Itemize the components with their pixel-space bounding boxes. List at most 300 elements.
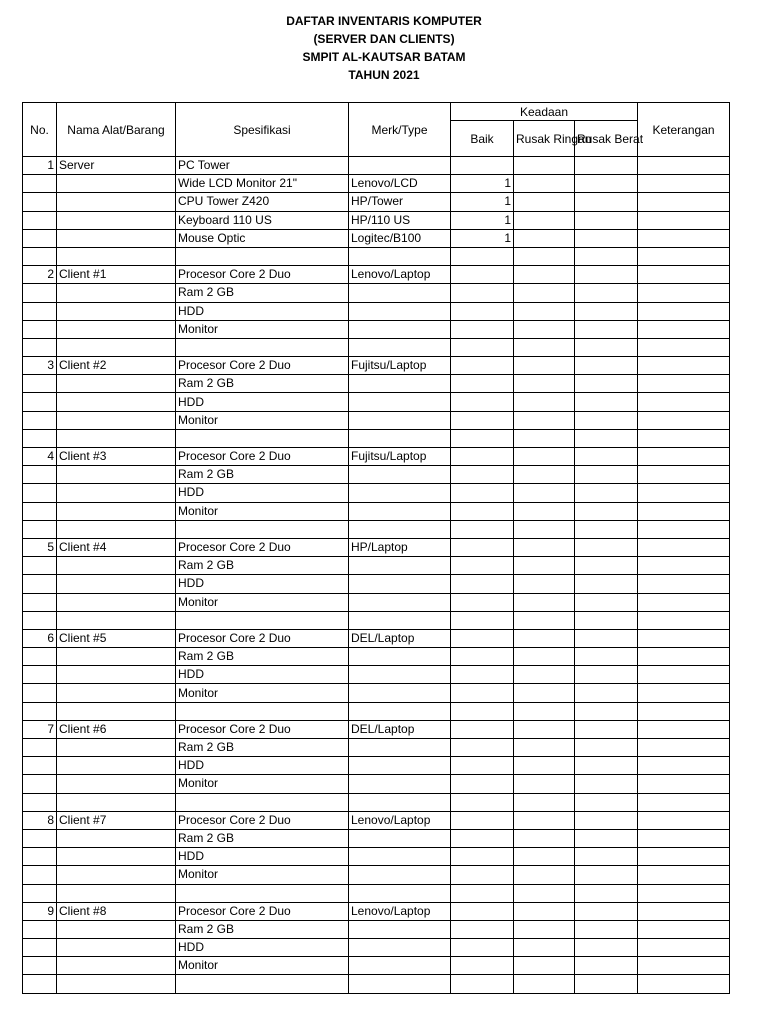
cell-no: 8: [23, 811, 57, 829]
cell-baik: [451, 538, 514, 556]
cell-merk: [349, 920, 451, 938]
cell-no: [23, 411, 57, 429]
cell-rusak-ringan: [514, 575, 575, 593]
cell-keterangan: [638, 720, 730, 738]
table-row: [23, 375, 730, 393]
cell-rusak-berat: [575, 484, 638, 502]
cell-baik: [451, 666, 514, 684]
cell-no: [23, 320, 57, 338]
cell-keterangan: [638, 829, 730, 847]
table-row: [23, 920, 730, 938]
table-row: [23, 302, 730, 320]
cell-merk: [349, 611, 451, 629]
cell-merk: [349, 157, 451, 175]
cell-rusak-berat: [575, 557, 638, 575]
cell-keterangan: [638, 811, 730, 829]
cell-baik: [451, 338, 514, 356]
table-row: [23, 793, 730, 811]
cell-baik: 1: [451, 229, 514, 247]
cell-rusak-ringan: [514, 393, 575, 411]
cell-keterangan: [638, 848, 730, 866]
cell-no: 7: [23, 720, 57, 738]
cell-baik: [451, 448, 514, 466]
cell-nama: Client #8: [57, 902, 176, 920]
cell-merk: [349, 320, 451, 338]
header-baik: Baik: [451, 121, 514, 157]
cell-baik: [451, 629, 514, 647]
cell-merk: HP/110 US: [349, 211, 451, 229]
cell-no: 3: [23, 357, 57, 375]
cell-merk: [349, 702, 451, 720]
cell-spesifikasi: Monitor: [176, 502, 349, 520]
cell-rusak-ringan: [514, 448, 575, 466]
cell-keterangan: [638, 884, 730, 902]
cell-no: [23, 684, 57, 702]
cell-rusak-berat: [575, 320, 638, 338]
cell-rusak-berat: [575, 866, 638, 884]
cell-nama: [57, 375, 176, 393]
cell-rusak-berat: [575, 157, 638, 175]
cell-merk: [349, 775, 451, 793]
cell-baik: [451, 557, 514, 575]
cell-spesifikasi: Ram 2 GB: [176, 557, 349, 575]
cell-keterangan: [638, 520, 730, 538]
cell-rusak-ringan: [514, 557, 575, 575]
inventory-table: [22, 102, 730, 994]
cell-spesifikasi: Procesor Core 2 Duo: [176, 629, 349, 647]
cell-spesifikasi: [176, 884, 349, 902]
cell-nama: [57, 593, 176, 611]
cell-nama: Client #5: [57, 629, 176, 647]
cell-no: [23, 520, 57, 538]
cell-rusak-berat: [575, 429, 638, 447]
cell-merk: Lenovo/Laptop: [349, 266, 451, 284]
cell-rusak-ringan: [514, 775, 575, 793]
table-row: [23, 648, 730, 666]
table-row: [23, 229, 730, 247]
cell-spesifikasi: HDD: [176, 484, 349, 502]
cell-rusak-berat: [575, 575, 638, 593]
cell-nama: [57, 611, 176, 629]
cell-merk: [349, 593, 451, 611]
cell-keterangan: [638, 284, 730, 302]
cell-baik: [451, 920, 514, 938]
cell-rusak-berat: [575, 702, 638, 720]
cell-keterangan: [638, 939, 730, 957]
cell-rusak-ringan: [514, 593, 575, 611]
cell-no: [23, 920, 57, 938]
table-row: [23, 411, 730, 429]
cell-merk: [349, 520, 451, 538]
cell-baik: [451, 429, 514, 447]
header-rusak-berat: Rusak Berat: [575, 121, 638, 157]
cell-rusak-ringan: [514, 520, 575, 538]
cell-rusak-ringan: [514, 484, 575, 502]
cell-spesifikasi: [176, 702, 349, 720]
inventory-rows: [23, 157, 730, 994]
cell-merk: [349, 666, 451, 684]
cell-spesifikasi: [176, 793, 349, 811]
cell-spesifikasi: Procesor Core 2 Duo: [176, 538, 349, 556]
cell-merk: Lenovo/Laptop: [349, 902, 451, 920]
cell-merk: [349, 757, 451, 775]
cell-baik: [451, 739, 514, 757]
table-row: [23, 775, 730, 793]
cell-rusak-berat: [575, 266, 638, 284]
cell-nama: [57, 284, 176, 302]
cell-spesifikasi: Monitor: [176, 957, 349, 975]
table-row: [23, 357, 730, 375]
cell-baik: [451, 648, 514, 666]
cell-merk: HP/Laptop: [349, 538, 451, 556]
table-row: [23, 702, 730, 720]
cell-rusak-berat: [575, 902, 638, 920]
cell-merk: DEL/Laptop: [349, 629, 451, 647]
cell-nama: Client #6: [57, 720, 176, 738]
cell-baik: [451, 757, 514, 775]
table-row: [23, 429, 730, 447]
cell-keterangan: [638, 575, 730, 593]
table-row: [23, 829, 730, 847]
cell-no: [23, 975, 57, 993]
cell-nama: Client #3: [57, 448, 176, 466]
cell-no: [23, 393, 57, 411]
cell-no: [23, 739, 57, 757]
cell-spesifikasi: HDD: [176, 848, 349, 866]
cell-rusak-ringan: [514, 866, 575, 884]
cell-merk: [349, 866, 451, 884]
cell-rusak-berat: [575, 920, 638, 938]
table-row: [23, 975, 730, 993]
cell-spesifikasi: Monitor: [176, 775, 349, 793]
cell-rusak-berat: [575, 193, 638, 211]
cell-no: [23, 302, 57, 320]
cell-keterangan: [638, 902, 730, 920]
cell-merk: Lenovo/LCD: [349, 175, 451, 193]
table-row: [23, 266, 730, 284]
cell-nama: [57, 775, 176, 793]
cell-no: [23, 775, 57, 793]
cell-rusak-berat: [575, 284, 638, 302]
cell-merk: HP/Tower: [349, 193, 451, 211]
cell-rusak-ringan: [514, 793, 575, 811]
table-row: [23, 538, 730, 556]
cell-baik: [451, 393, 514, 411]
cell-merk: Logitec/B100: [349, 229, 451, 247]
cell-no: [23, 466, 57, 484]
cell-keterangan: [638, 247, 730, 265]
cell-nama: [57, 884, 176, 902]
cell-rusak-ringan: [514, 338, 575, 356]
cell-rusak-ringan: [514, 702, 575, 720]
cell-spesifikasi: Ram 2 GB: [176, 920, 349, 938]
table-row: [23, 211, 730, 229]
cell-keterangan: [638, 666, 730, 684]
cell-spesifikasi: Monitor: [176, 866, 349, 884]
cell-rusak-berat: [575, 338, 638, 356]
cell-rusak-ringan: [514, 648, 575, 666]
cell-spesifikasi: PC Tower: [176, 157, 349, 175]
cell-nama: [57, 247, 176, 265]
cell-rusak-ringan: [514, 302, 575, 320]
cell-keterangan: [638, 357, 730, 375]
cell-nama: [57, 466, 176, 484]
cell-merk: DEL/Laptop: [349, 720, 451, 738]
cell-rusak-ringan: [514, 357, 575, 375]
table-row: [23, 884, 730, 902]
cell-spesifikasi: HDD: [176, 575, 349, 593]
table-row: [23, 866, 730, 884]
cell-no: [23, 866, 57, 884]
table-row: [23, 575, 730, 593]
header-rusak-ringan: Rusak Ringan: [514, 121, 575, 157]
cell-keterangan: [638, 375, 730, 393]
cell-spesifikasi: Ram 2 GB: [176, 375, 349, 393]
cell-nama: [57, 939, 176, 957]
cell-spesifikasi: Monitor: [176, 320, 349, 338]
cell-nama: [57, 175, 176, 193]
cell-rusak-ringan: [514, 175, 575, 193]
table-row: [23, 593, 730, 611]
cell-merk: [349, 429, 451, 447]
cell-baik: [451, 247, 514, 265]
table-row: [23, 484, 730, 502]
table-row: [23, 611, 730, 629]
cell-nama: [57, 957, 176, 975]
cell-spesifikasi: Monitor: [176, 411, 349, 429]
cell-merk: [349, 502, 451, 520]
cell-no: 4: [23, 448, 57, 466]
cell-spesifikasi: Monitor: [176, 593, 349, 611]
cell-spesifikasi: HDD: [176, 302, 349, 320]
cell-keterangan: [638, 211, 730, 229]
cell-merk: [349, 829, 451, 847]
cell-no: [23, 757, 57, 775]
cell-nama: [57, 484, 176, 502]
cell-rusak-ringan: [514, 247, 575, 265]
cell-no: 1: [23, 157, 57, 175]
cell-baik: [451, 593, 514, 611]
cell-nama: Client #1: [57, 266, 176, 284]
cell-nama: [57, 338, 176, 356]
cell-keterangan: [638, 957, 730, 975]
cell-spesifikasi: HDD: [176, 757, 349, 775]
cell-nama: [57, 739, 176, 757]
cell-merk: [349, 393, 451, 411]
cell-rusak-ringan: [514, 629, 575, 647]
cell-rusak-ringan: [514, 320, 575, 338]
cell-baik: [451, 266, 514, 284]
cell-merk: [349, 793, 451, 811]
table-row: [23, 502, 730, 520]
cell-merk: [349, 575, 451, 593]
table-row: [23, 720, 730, 738]
cell-rusak-ringan: [514, 611, 575, 629]
table-row: [23, 284, 730, 302]
cell-rusak-ringan: [514, 975, 575, 993]
cell-rusak-ringan: [514, 411, 575, 429]
cell-rusak-berat: [575, 739, 638, 757]
cell-no: [23, 793, 57, 811]
cell-baik: [451, 302, 514, 320]
header-keterangan: Keterangan: [638, 103, 730, 157]
cell-keterangan: [638, 648, 730, 666]
cell-baik: [451, 520, 514, 538]
cell-merk: Lenovo/Laptop: [349, 811, 451, 829]
cell-keterangan: [638, 448, 730, 466]
cell-no: [23, 484, 57, 502]
cell-baik: [451, 957, 514, 975]
cell-rusak-ringan: [514, 284, 575, 302]
cell-spesifikasi: HDD: [176, 666, 349, 684]
cell-rusak-berat: [575, 757, 638, 775]
cell-baik: 1: [451, 175, 514, 193]
cell-baik: [451, 793, 514, 811]
cell-rusak-ringan: [514, 829, 575, 847]
cell-no: [23, 957, 57, 975]
cell-rusak-ringan: [514, 957, 575, 975]
cell-baik: [451, 829, 514, 847]
cell-merk: [349, 648, 451, 666]
cell-nama: [57, 648, 176, 666]
cell-keterangan: [638, 393, 730, 411]
cell-nama: Client #7: [57, 811, 176, 829]
cell-rusak-ringan: [514, 375, 575, 393]
cell-nama: [57, 975, 176, 993]
title-line-4: TAHUN 2021: [348, 68, 420, 82]
title-line-1: DAFTAR INVENTARIS KOMPUTER: [286, 14, 482, 28]
cell-keterangan: [638, 757, 730, 775]
cell-no: [23, 666, 57, 684]
cell-no: [23, 593, 57, 611]
header-nama: Nama Alat/Barang: [57, 103, 176, 157]
cell-rusak-berat: [575, 502, 638, 520]
cell-rusak-ringan: [514, 666, 575, 684]
cell-merk: [349, 975, 451, 993]
cell-rusak-berat: [575, 666, 638, 684]
cell-rusak-ringan: [514, 211, 575, 229]
cell-no: [23, 375, 57, 393]
cell-nama: [57, 320, 176, 338]
table-row: [23, 848, 730, 866]
header-keadaan: Keadaan: [451, 103, 638, 121]
cell-nama: [57, 757, 176, 775]
cell-keterangan: [638, 229, 730, 247]
cell-rusak-berat: [575, 448, 638, 466]
table-row: [23, 193, 730, 211]
cell-spesifikasi: Ram 2 GB: [176, 739, 349, 757]
cell-keterangan: [638, 611, 730, 629]
cell-keterangan: [638, 920, 730, 938]
cell-no: [23, 702, 57, 720]
cell-spesifikasi: HDD: [176, 393, 349, 411]
title-line-3: SMPIT AL-KAUTSAR BATAM: [302, 50, 466, 64]
cell-keterangan: [638, 538, 730, 556]
cell-merk: [349, 939, 451, 957]
cell-rusak-berat: [575, 411, 638, 429]
cell-baik: [451, 775, 514, 793]
cell-nama: [57, 666, 176, 684]
cell-baik: [451, 866, 514, 884]
cell-baik: [451, 357, 514, 375]
cell-baik: [451, 284, 514, 302]
cell-rusak-ringan: [514, 193, 575, 211]
cell-rusak-berat: [575, 538, 638, 556]
cell-nama: Server: [57, 157, 176, 175]
cell-rusak-berat: [575, 466, 638, 484]
cell-no: [23, 648, 57, 666]
cell-rusak-berat: [575, 793, 638, 811]
cell-nama: [57, 302, 176, 320]
cell-rusak-berat: [575, 593, 638, 611]
cell-spesifikasi: [176, 975, 349, 993]
cell-rusak-berat: [575, 884, 638, 902]
cell-keterangan: [638, 866, 730, 884]
cell-rusak-berat: [575, 629, 638, 647]
cell-rusak-berat: [575, 520, 638, 538]
cell-spesifikasi: [176, 611, 349, 629]
cell-merk: [349, 739, 451, 757]
cell-baik: [451, 720, 514, 738]
cell-spesifikasi: [176, 520, 349, 538]
cell-keterangan: [638, 175, 730, 193]
cell-rusak-ringan: [514, 920, 575, 938]
cell-rusak-berat: [575, 848, 638, 866]
table-row: [23, 811, 730, 829]
cell-baik: [451, 502, 514, 520]
cell-spesifikasi: CPU Tower Z420: [176, 193, 349, 211]
cell-merk: [349, 684, 451, 702]
cell-merk: [349, 484, 451, 502]
cell-baik: [451, 702, 514, 720]
cell-merk: [349, 557, 451, 575]
title-line-2: (SERVER DAN CLIENTS): [313, 32, 455, 46]
cell-keterangan: [638, 629, 730, 647]
cell-keterangan: [638, 484, 730, 502]
cell-no: [23, 848, 57, 866]
cell-rusak-berat: [575, 175, 638, 193]
table-row: [23, 175, 730, 193]
cell-no: 6: [23, 629, 57, 647]
cell-rusak-ringan: [514, 939, 575, 957]
cell-nama: [57, 866, 176, 884]
cell-rusak-ringan: [514, 538, 575, 556]
cell-no: [23, 211, 57, 229]
cell-rusak-berat: [575, 302, 638, 320]
cell-baik: [451, 884, 514, 902]
cell-keterangan: [638, 466, 730, 484]
cell-no: 5: [23, 538, 57, 556]
cell-rusak-berat: [575, 211, 638, 229]
table-row: [23, 666, 730, 684]
cell-nama: [57, 793, 176, 811]
cell-spesifikasi: Procesor Core 2 Duo: [176, 357, 349, 375]
cell-merk: [349, 411, 451, 429]
table-row: [23, 520, 730, 538]
cell-baik: [451, 157, 514, 175]
cell-baik: [451, 466, 514, 484]
table-row: [23, 629, 730, 647]
cell-rusak-berat: [575, 684, 638, 702]
table-row: [23, 557, 730, 575]
cell-nama: [57, 920, 176, 938]
cell-rusak-berat: [575, 357, 638, 375]
cell-no: [23, 884, 57, 902]
cell-nama: [57, 557, 176, 575]
cell-merk: [349, 247, 451, 265]
cell-keterangan: [638, 593, 730, 611]
cell-no: [23, 829, 57, 847]
